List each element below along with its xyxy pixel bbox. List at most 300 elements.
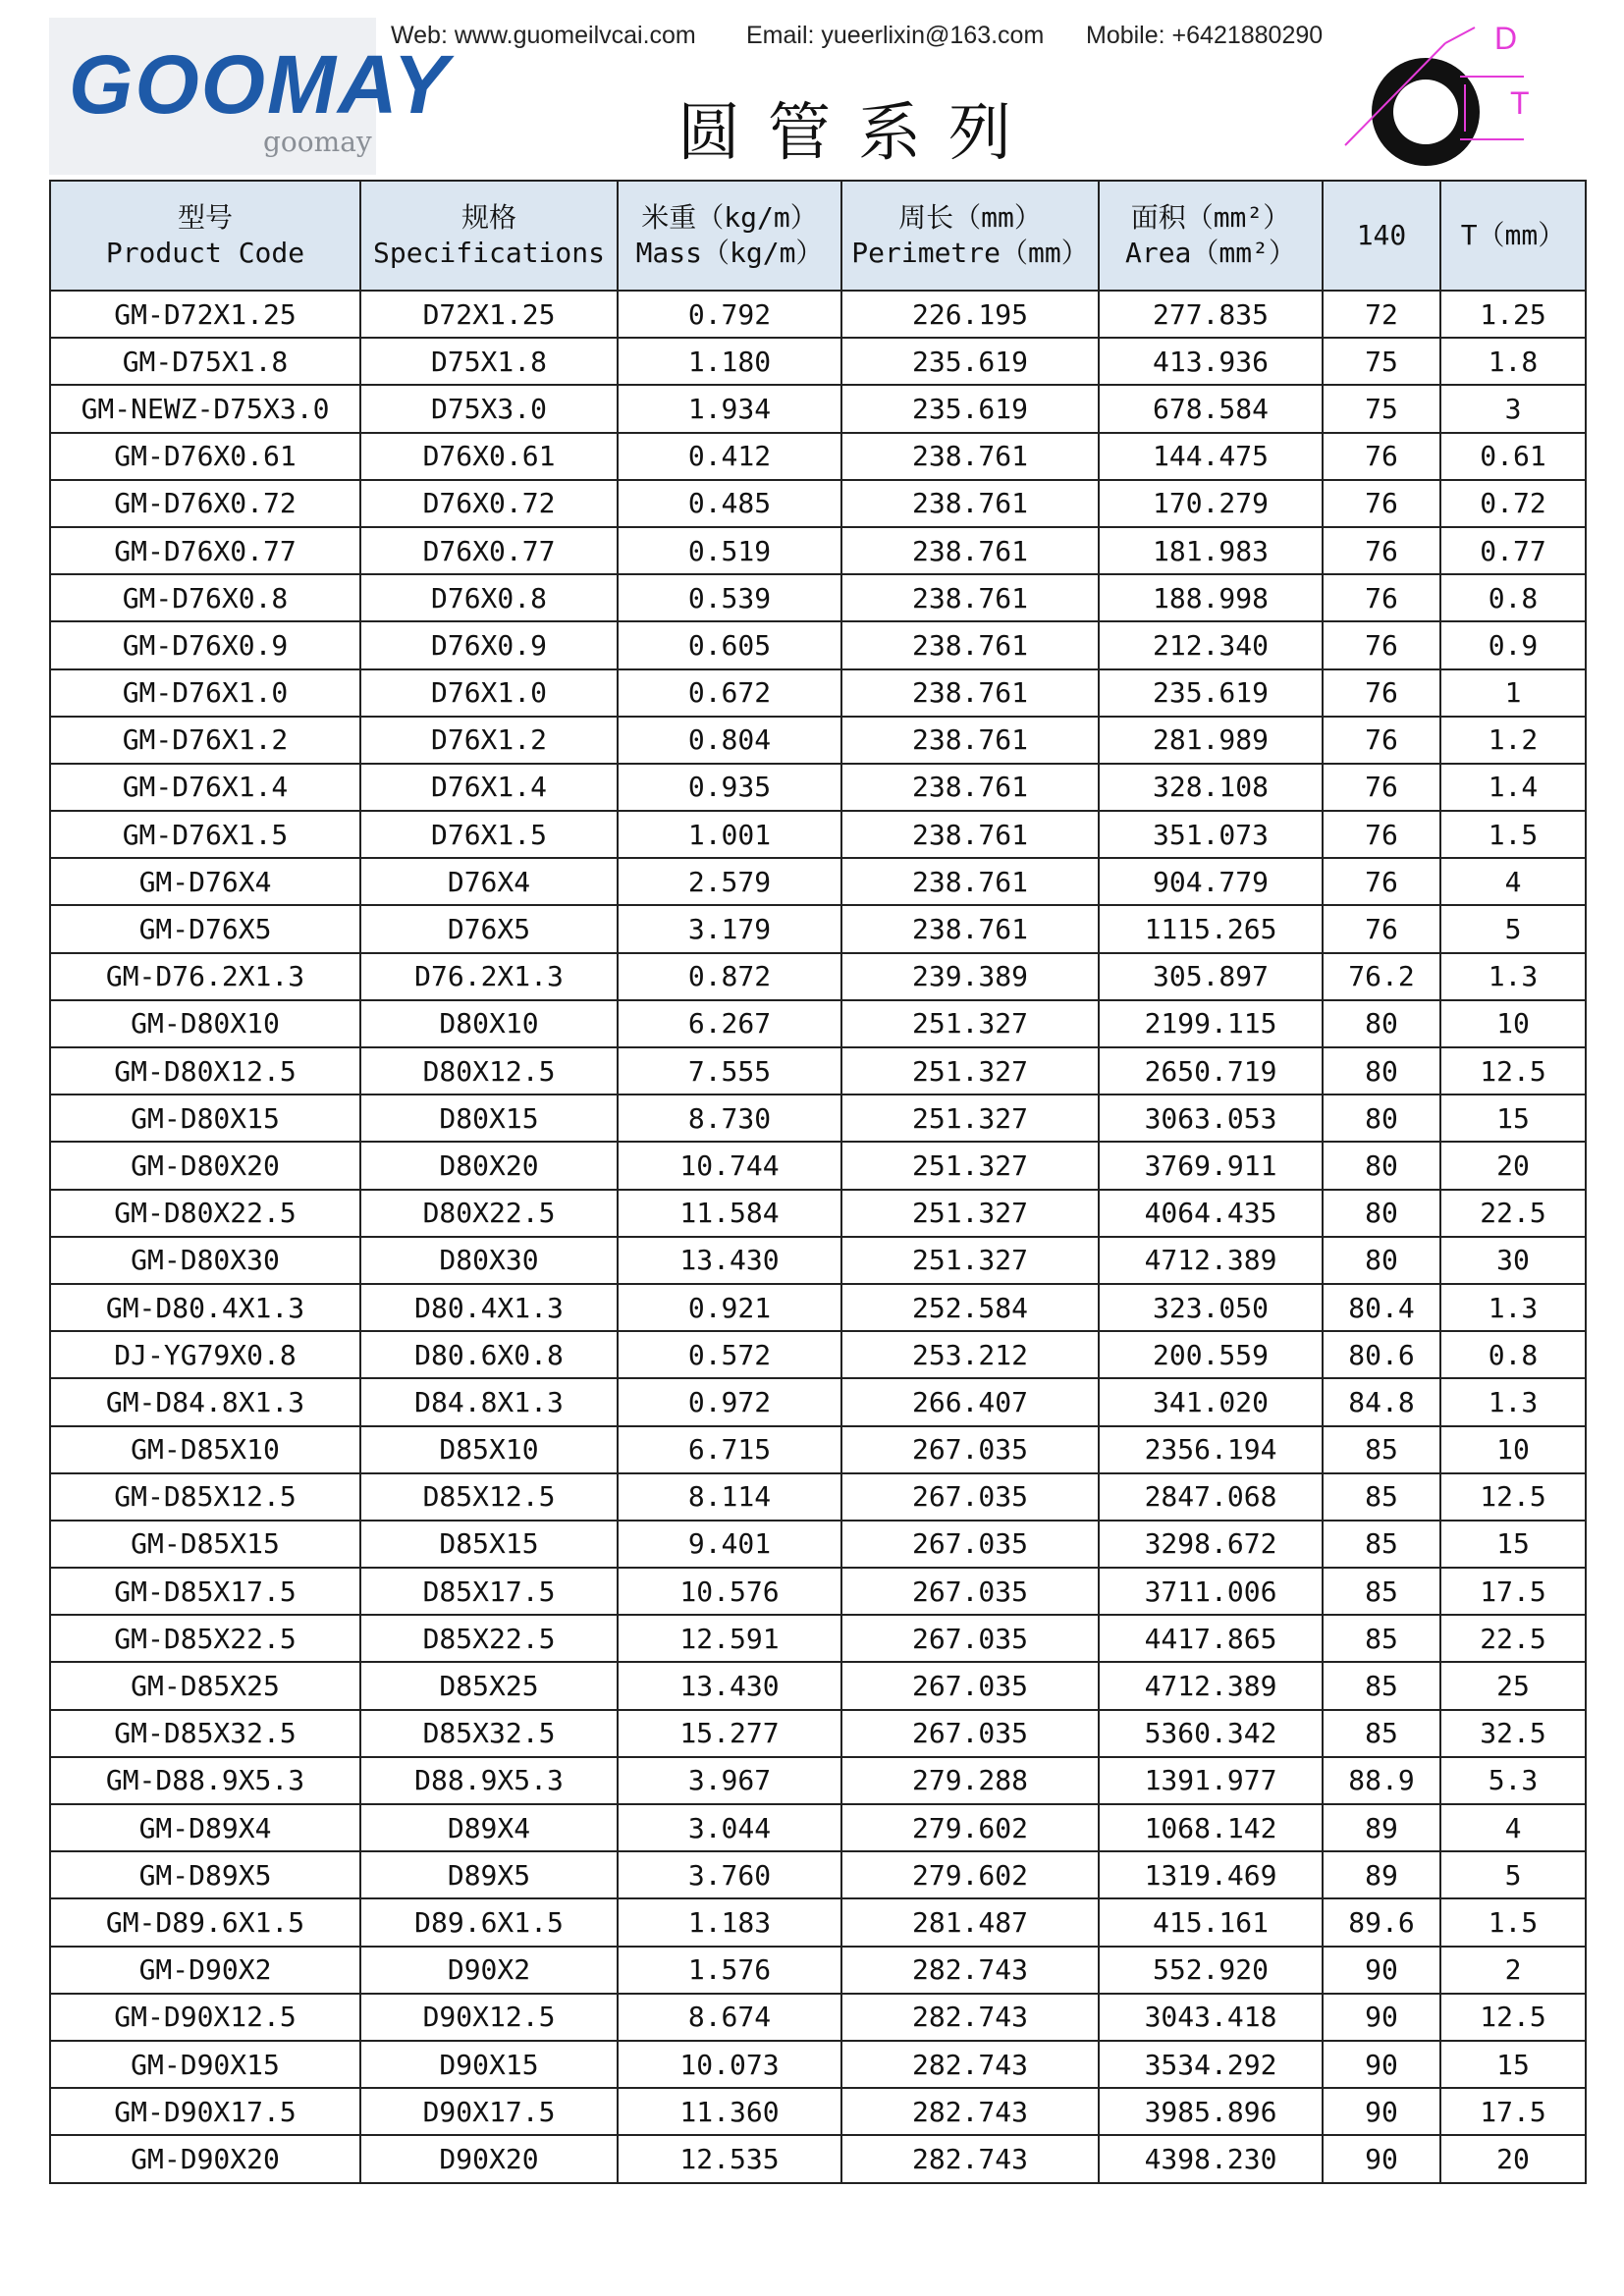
table-cell: 17.5: [1440, 2088, 1586, 2135]
table-row: [50, 811, 1586, 858]
table-cell: 0.519: [618, 527, 841, 574]
table-cell: 0.485: [618, 480, 841, 527]
table-cell: 32.5: [1440, 1710, 1586, 1757]
table-cell: 80: [1323, 1142, 1440, 1189]
table-row: [50, 1804, 1586, 1851]
table-cell: 1.25: [1440, 291, 1586, 338]
table-cell: D76X0.72: [360, 480, 618, 527]
table-cell: 4: [1440, 1804, 1586, 1851]
table-row: [50, 858, 1586, 905]
table-cell: 17.5: [1440, 1568, 1586, 1615]
table-cell: 266.407: [841, 1378, 1099, 1425]
table-cell: 85: [1323, 1710, 1440, 1757]
table-cell: 282.743: [841, 2088, 1099, 2135]
table-cell: 238.761: [841, 527, 1099, 574]
table-cell: D84.8X1.3: [360, 1378, 618, 1425]
table-cell: 76: [1323, 574, 1440, 621]
table-row: [50, 338, 1586, 385]
table-cell: 10.073: [618, 2041, 841, 2088]
table-row: [50, 527, 1586, 574]
table-cell: D76X5: [360, 905, 618, 952]
table-cell: D80X30: [360, 1237, 618, 1284]
table-cell: 678.584: [1099, 385, 1323, 432]
label-t: T: [1510, 85, 1530, 121]
table-cell: 85: [1323, 1568, 1440, 1615]
table-cell: 7.555: [618, 1047, 841, 1095]
table-cell: GM-D76X1.0: [50, 669, 360, 717]
table-cell: 282.743: [841, 2041, 1099, 2088]
table-row: [50, 1947, 1586, 1994]
table-cell: 25: [1440, 1662, 1586, 1709]
table-cell: D75X1.8: [360, 338, 618, 385]
table-cell: 90: [1323, 2041, 1440, 2088]
table-cell: 2199.115: [1099, 1000, 1323, 1047]
table-cell: D90X2: [360, 1947, 618, 1994]
table-cell: 1.3: [1440, 953, 1586, 1000]
table-cell: 1.3: [1440, 1284, 1586, 1331]
table-cell: GM-D76X0.9: [50, 621, 360, 668]
table-row: [50, 2135, 1586, 2182]
table-cell: 15: [1440, 1521, 1586, 1568]
table-cell: GM-D80X30: [50, 1237, 360, 1284]
table-row: [50, 1473, 1586, 1521]
table-cell: D76X1.4: [360, 764, 618, 811]
table-cell: 8.674: [618, 1994, 841, 2041]
header-specifications: 规格 Specifications: [360, 181, 618, 291]
table-cell: GM-D76X0.8: [50, 574, 360, 621]
table-cell: D76X0.9: [360, 621, 618, 668]
table-cell: 76: [1323, 717, 1440, 764]
table-cell: D76X0.8: [360, 574, 618, 621]
table-cell: 188.998: [1099, 574, 1323, 621]
header-thickness: T（mm）: [1440, 181, 1586, 291]
header-mass: 米重（kg/m） Mass（kg/m）: [618, 181, 841, 291]
table-cell: 12.5: [1440, 1994, 1586, 2041]
table-cell: 85: [1323, 1426, 1440, 1473]
table-cell: 85: [1323, 1615, 1440, 1662]
table-row: [50, 1237, 1586, 1284]
table-cell: 305.897: [1099, 953, 1323, 1000]
table-row: [50, 1190, 1586, 1237]
table-cell: 0.8: [1440, 574, 1586, 621]
table-cell: D85X17.5: [360, 1568, 618, 1615]
table-cell: 282.743: [841, 1947, 1099, 1994]
table-cell: 144.475: [1099, 433, 1323, 480]
table-row: [50, 1378, 1586, 1425]
table-cell: 75: [1323, 385, 1440, 432]
table-cell: 0.9: [1440, 621, 1586, 668]
table-cell: 20: [1440, 1142, 1586, 1189]
table-cell: D85X22.5: [360, 1615, 618, 1662]
table-cell: 238.761: [841, 811, 1099, 858]
table-cell: D80.6X0.8: [360, 1331, 618, 1378]
table-cell: 76: [1323, 905, 1440, 952]
table-cell: 3534.292: [1099, 2041, 1323, 2088]
table-cell: 89: [1323, 1804, 1440, 1851]
table-row: [50, 1521, 1586, 1568]
table-cell: D76X1.5: [360, 811, 618, 858]
table-cell: 76: [1323, 621, 1440, 668]
table-cell: 0.77: [1440, 527, 1586, 574]
table-row: [50, 1994, 1586, 2041]
table-row: [50, 1662, 1586, 1709]
table-cell: 3.044: [618, 1804, 841, 1851]
table-cell: D85X25: [360, 1662, 618, 1709]
table-cell: 0.572: [618, 1331, 841, 1378]
table-row: [50, 1898, 1586, 1946]
table-cell: 238.761: [841, 717, 1099, 764]
table-cell: 267.035: [841, 1615, 1099, 1662]
table-cell: 3711.006: [1099, 1568, 1323, 1615]
table-cell: 0.921: [618, 1284, 841, 1331]
table-cell: 76.2: [1323, 953, 1440, 1000]
table-cell: D88.9X5.3: [360, 1757, 618, 1804]
table-cell: 1391.977: [1099, 1757, 1323, 1804]
table-cell: 75: [1323, 338, 1440, 385]
table-cell: 282.743: [841, 1994, 1099, 2041]
table-cell: GM-D80X12.5: [50, 1047, 360, 1095]
table-cell: 2356.194: [1099, 1426, 1323, 1473]
table-row: [50, 2041, 1586, 2088]
tube-inner-icon: [1393, 80, 1458, 144]
table-cell: 3.967: [618, 1757, 841, 1804]
table-cell: D85X10: [360, 1426, 618, 1473]
table-cell: 20: [1440, 2135, 1586, 2182]
table-cell: GM-D90X12.5: [50, 1994, 360, 2041]
table-cell: D80X12.5: [360, 1047, 618, 1095]
table-cell: 80: [1323, 1000, 1440, 1047]
table-cell: GM-D85X25: [50, 1662, 360, 1709]
table-cell: 30: [1440, 1237, 1586, 1284]
table-cell: GM-D88.9X5.3: [50, 1757, 360, 1804]
table-cell: 267.035: [841, 1568, 1099, 1615]
table-cell: 267.035: [841, 1521, 1099, 1568]
table-cell: 5.3: [1440, 1757, 1586, 1804]
table-cell: 6.267: [618, 1000, 841, 1047]
table-row: [50, 1095, 1586, 1142]
table-cell: 239.389: [841, 953, 1099, 1000]
table-cell: 85: [1323, 1473, 1440, 1521]
contact-email: Email: yueerlixin@163.com: [746, 22, 1045, 49]
table-cell: 170.279: [1099, 480, 1323, 527]
table-row: [50, 385, 1586, 432]
table-cell: 0.872: [618, 953, 841, 1000]
table-cell: 251.327: [841, 1190, 1099, 1237]
table-header-row: [50, 181, 1586, 291]
table-cell: GM-D84.8X1.3: [50, 1378, 360, 1425]
table-cell: 267.035: [841, 1426, 1099, 1473]
table-cell: D75X3.0: [360, 385, 618, 432]
table-row: [50, 1142, 1586, 1189]
table-cell: 1.3: [1440, 1378, 1586, 1425]
table-cell: 3.760: [618, 1851, 841, 1898]
table-cell: GM-D76X0.77: [50, 527, 360, 574]
table-cell: 85: [1323, 1521, 1440, 1568]
table-cell: 1.8: [1440, 338, 1586, 385]
table-cell: 76: [1323, 764, 1440, 811]
table-cell: 3.179: [618, 905, 841, 952]
header-product-code: 型号 Product Code: [50, 181, 360, 291]
table-cell: GM-D76X1.2: [50, 717, 360, 764]
table-cell: 235.619: [1099, 669, 1323, 717]
table-cell: 3063.053: [1099, 1095, 1323, 1142]
header-diameter: 140: [1323, 181, 1440, 291]
table-cell: 22.5: [1440, 1615, 1586, 1662]
table-cell: 13.430: [618, 1237, 841, 1284]
table-cell: 76: [1323, 669, 1440, 717]
table-cell: 0.61: [1440, 433, 1586, 480]
table-cell: D80X10: [360, 1000, 618, 1047]
table-cell: 76: [1323, 811, 1440, 858]
page-title: 圆管系列: [677, 97, 1039, 170]
table-cell: GM-D90X15: [50, 2041, 360, 2088]
table-cell: 84.8: [1323, 1378, 1440, 1425]
table-row: [50, 1000, 1586, 1047]
table-cell: 10: [1440, 1426, 1586, 1473]
table-cell: GM-D80X10: [50, 1000, 360, 1047]
table-cell: 22.5: [1440, 1190, 1586, 1237]
table-cell: 88.9: [1323, 1757, 1440, 1804]
table-cell: 8.730: [618, 1095, 841, 1142]
table-cell: D90X17.5: [360, 2088, 618, 2135]
table-row: [50, 953, 1586, 1000]
table-cell: 12.535: [618, 2135, 841, 2182]
table-cell: 281.989: [1099, 717, 1323, 764]
table-cell: D90X12.5: [360, 1994, 618, 2041]
table-row: [50, 764, 1586, 811]
table-cell: D72X1.25: [360, 291, 618, 338]
table-cell: 253.212: [841, 1331, 1099, 1378]
table-cell: 11.584: [618, 1190, 841, 1237]
table-cell: 3985.896: [1099, 2088, 1323, 2135]
table-row: [50, 433, 1586, 480]
table-cell: 4712.389: [1099, 1662, 1323, 1709]
table-cell: 251.327: [841, 1047, 1099, 1095]
table-cell: 238.761: [841, 621, 1099, 668]
table-cell: 15.277: [618, 1710, 841, 1757]
table-cell: 1.183: [618, 1898, 841, 1946]
table-cell: 1.576: [618, 1947, 841, 1994]
table-cell: 76: [1323, 527, 1440, 574]
table-cell: 10: [1440, 1000, 1586, 1047]
table-row: [50, 1284, 1586, 1331]
table-cell: 12.591: [618, 1615, 841, 1662]
table-cell: D80X22.5: [360, 1190, 618, 1237]
table-row: [50, 1568, 1586, 1615]
contact-mobile: Mobile: +6421880290: [1086, 22, 1324, 49]
table-cell: D76X0.61: [360, 433, 618, 480]
table-cell: GM-D76X4: [50, 858, 360, 905]
table-row: [50, 1047, 1586, 1095]
table-row: [50, 621, 1586, 668]
table-cell: 5: [1440, 1851, 1586, 1898]
table-cell: 2.579: [618, 858, 841, 905]
table-cell: 0.972: [618, 1378, 841, 1425]
table-cell: 267.035: [841, 1710, 1099, 1757]
table-cell: 200.559: [1099, 1331, 1323, 1378]
table-cell: 0.8: [1440, 1331, 1586, 1378]
table-row: [50, 905, 1586, 952]
table-cell: 251.327: [841, 1237, 1099, 1284]
table-cell: 90: [1323, 1994, 1440, 2041]
table-cell: 212.340: [1099, 621, 1323, 668]
table-row: [50, 669, 1586, 717]
table-cell: 251.327: [841, 1000, 1099, 1047]
table-cell: 4417.865: [1099, 1615, 1323, 1662]
table-cell: 0.539: [618, 574, 841, 621]
table-cell: D89.6X1.5: [360, 1898, 618, 1946]
table-cell: 3043.418: [1099, 1994, 1323, 2041]
table-cell: 238.761: [841, 480, 1099, 527]
table-cell: D85X15: [360, 1521, 618, 1568]
table-cell: 80: [1323, 1047, 1440, 1095]
table-cell: 0.935: [618, 764, 841, 811]
table-cell: 1.4: [1440, 764, 1586, 811]
table-row: [50, 1426, 1586, 1473]
table-cell: 2: [1440, 1947, 1586, 1994]
table-cell: 76: [1323, 433, 1440, 480]
table-cell: GM-D80X20: [50, 1142, 360, 1189]
table-cell: D85X32.5: [360, 1710, 618, 1757]
table-cell: 1068.142: [1099, 1804, 1323, 1851]
round-tube-diagram: [1327, 16, 1553, 173]
table-cell: 0.72: [1440, 480, 1586, 527]
table-cell: D76X1.0: [360, 669, 618, 717]
table-cell: 15: [1440, 2041, 1586, 2088]
table-row: [50, 1615, 1586, 1662]
table-row: [50, 2088, 1586, 2135]
table-cell: 80: [1323, 1190, 1440, 1237]
table-cell: 904.779: [1099, 858, 1323, 905]
table-cell: 2847.068: [1099, 1473, 1323, 1521]
table-cell: 9.401: [618, 1521, 841, 1568]
table-cell: 4712.389: [1099, 1237, 1323, 1284]
table-cell: 3: [1440, 385, 1586, 432]
table-row: [50, 1851, 1586, 1898]
table-cell: D89X5: [360, 1851, 618, 1898]
table-cell: 238.761: [841, 858, 1099, 905]
table-cell: 415.161: [1099, 1898, 1323, 1946]
table-cell: 10.576: [618, 1568, 841, 1615]
header-perimetre: 周长（mm） Perimetre（mm）: [841, 181, 1099, 291]
table-cell: GM-D76X0.61: [50, 433, 360, 480]
table-cell: 413.936: [1099, 338, 1323, 385]
table-cell: 0.804: [618, 717, 841, 764]
table-cell: 6.715: [618, 1426, 841, 1473]
table-row: [50, 1331, 1586, 1378]
table-cell: 80.6: [1323, 1331, 1440, 1378]
table-cell: 8.114: [618, 1473, 841, 1521]
table-cell: 0.792: [618, 291, 841, 338]
table-row: [50, 1710, 1586, 1757]
table-cell: GM-D90X2: [50, 1947, 360, 1994]
table-cell: D90X15: [360, 2041, 618, 2088]
table-cell: 4: [1440, 858, 1586, 905]
table-cell: 251.327: [841, 1095, 1099, 1142]
table-cell: 252.584: [841, 1284, 1099, 1331]
table-cell: 13.430: [618, 1662, 841, 1709]
table-cell: GM-D89.6X1.5: [50, 1898, 360, 1946]
table-row: [50, 717, 1586, 764]
table-cell: 279.288: [841, 1757, 1099, 1804]
table-cell: 238.761: [841, 905, 1099, 952]
table-cell: 10.744: [618, 1142, 841, 1189]
table-cell: 80.4: [1323, 1284, 1440, 1331]
table-cell: D76X4: [360, 858, 618, 905]
table-cell: D85X12.5: [360, 1473, 618, 1521]
table-cell: 328.108: [1099, 764, 1323, 811]
table-cell: 281.487: [841, 1898, 1099, 1946]
header-area: 面积（mm²） Area（mm²）: [1099, 181, 1323, 291]
table-cell: GM-D85X32.5: [50, 1710, 360, 1757]
table-cell: 0.412: [618, 433, 841, 480]
table-row: [50, 480, 1586, 527]
table-cell: 1.2: [1440, 717, 1586, 764]
table-cell: 267.035: [841, 1473, 1099, 1521]
table-cell: D76X1.2: [360, 717, 618, 764]
table-cell: 323.050: [1099, 1284, 1323, 1331]
table-cell: 76: [1323, 858, 1440, 905]
table-cell: 12.5: [1440, 1047, 1586, 1095]
table-cell: 267.035: [841, 1662, 1099, 1709]
table-body: [50, 291, 1586, 2183]
table-cell: 279.602: [841, 1804, 1099, 1851]
table-cell: 1: [1440, 669, 1586, 717]
table-cell: 1.934: [618, 385, 841, 432]
table-cell: GM-D76X1.4: [50, 764, 360, 811]
table-cell: 181.983: [1099, 527, 1323, 574]
table-cell: 80: [1323, 1095, 1440, 1142]
table-cell: D80X20: [360, 1142, 618, 1189]
table-cell: 72: [1323, 291, 1440, 338]
table-cell: 238.761: [841, 433, 1099, 480]
table-cell: 3298.672: [1099, 1521, 1323, 1568]
table-cell: 85: [1323, 1662, 1440, 1709]
table-cell: GM-D76X0.72: [50, 480, 360, 527]
table-cell: GM-D85X22.5: [50, 1615, 360, 1662]
table-cell: GM-D75X1.8: [50, 338, 360, 385]
table-cell: 4064.435: [1099, 1190, 1323, 1237]
table-cell: 238.761: [841, 764, 1099, 811]
table-cell: GM-D90X20: [50, 2135, 360, 2182]
table-cell: D76X0.77: [360, 527, 618, 574]
table-cell: 226.195: [841, 291, 1099, 338]
table-cell: 277.835: [1099, 291, 1323, 338]
logo-subtext: goomay: [263, 126, 372, 158]
table-cell: 341.020: [1099, 1378, 1323, 1425]
table-cell: 238.761: [841, 669, 1099, 717]
table-cell: 552.920: [1099, 1947, 1323, 1994]
table-cell: 235.619: [841, 338, 1099, 385]
table-cell: 0.605: [618, 621, 841, 668]
table-cell: GM-D85X15: [50, 1521, 360, 1568]
table-cell: 282.743: [841, 2135, 1099, 2182]
table-cell: 0.672: [618, 669, 841, 717]
table-cell: 1.180: [618, 338, 841, 385]
table-row: [50, 574, 1586, 621]
table-cell: 1115.265: [1099, 905, 1323, 952]
table-cell: 351.073: [1099, 811, 1323, 858]
table-cell: 1319.469: [1099, 1851, 1323, 1898]
table-cell: 90: [1323, 1947, 1440, 1994]
logo-wordmark: GOOMAY: [69, 38, 451, 131]
table-cell: 3769.911: [1099, 1142, 1323, 1189]
label-d: D: [1494, 21, 1518, 56]
table-cell: GM-D85X12.5: [50, 1473, 360, 1521]
table-cell: D80X15: [360, 1095, 618, 1142]
table-cell: 89.6: [1323, 1898, 1440, 1946]
table-cell: GM-D76X1.5: [50, 811, 360, 858]
